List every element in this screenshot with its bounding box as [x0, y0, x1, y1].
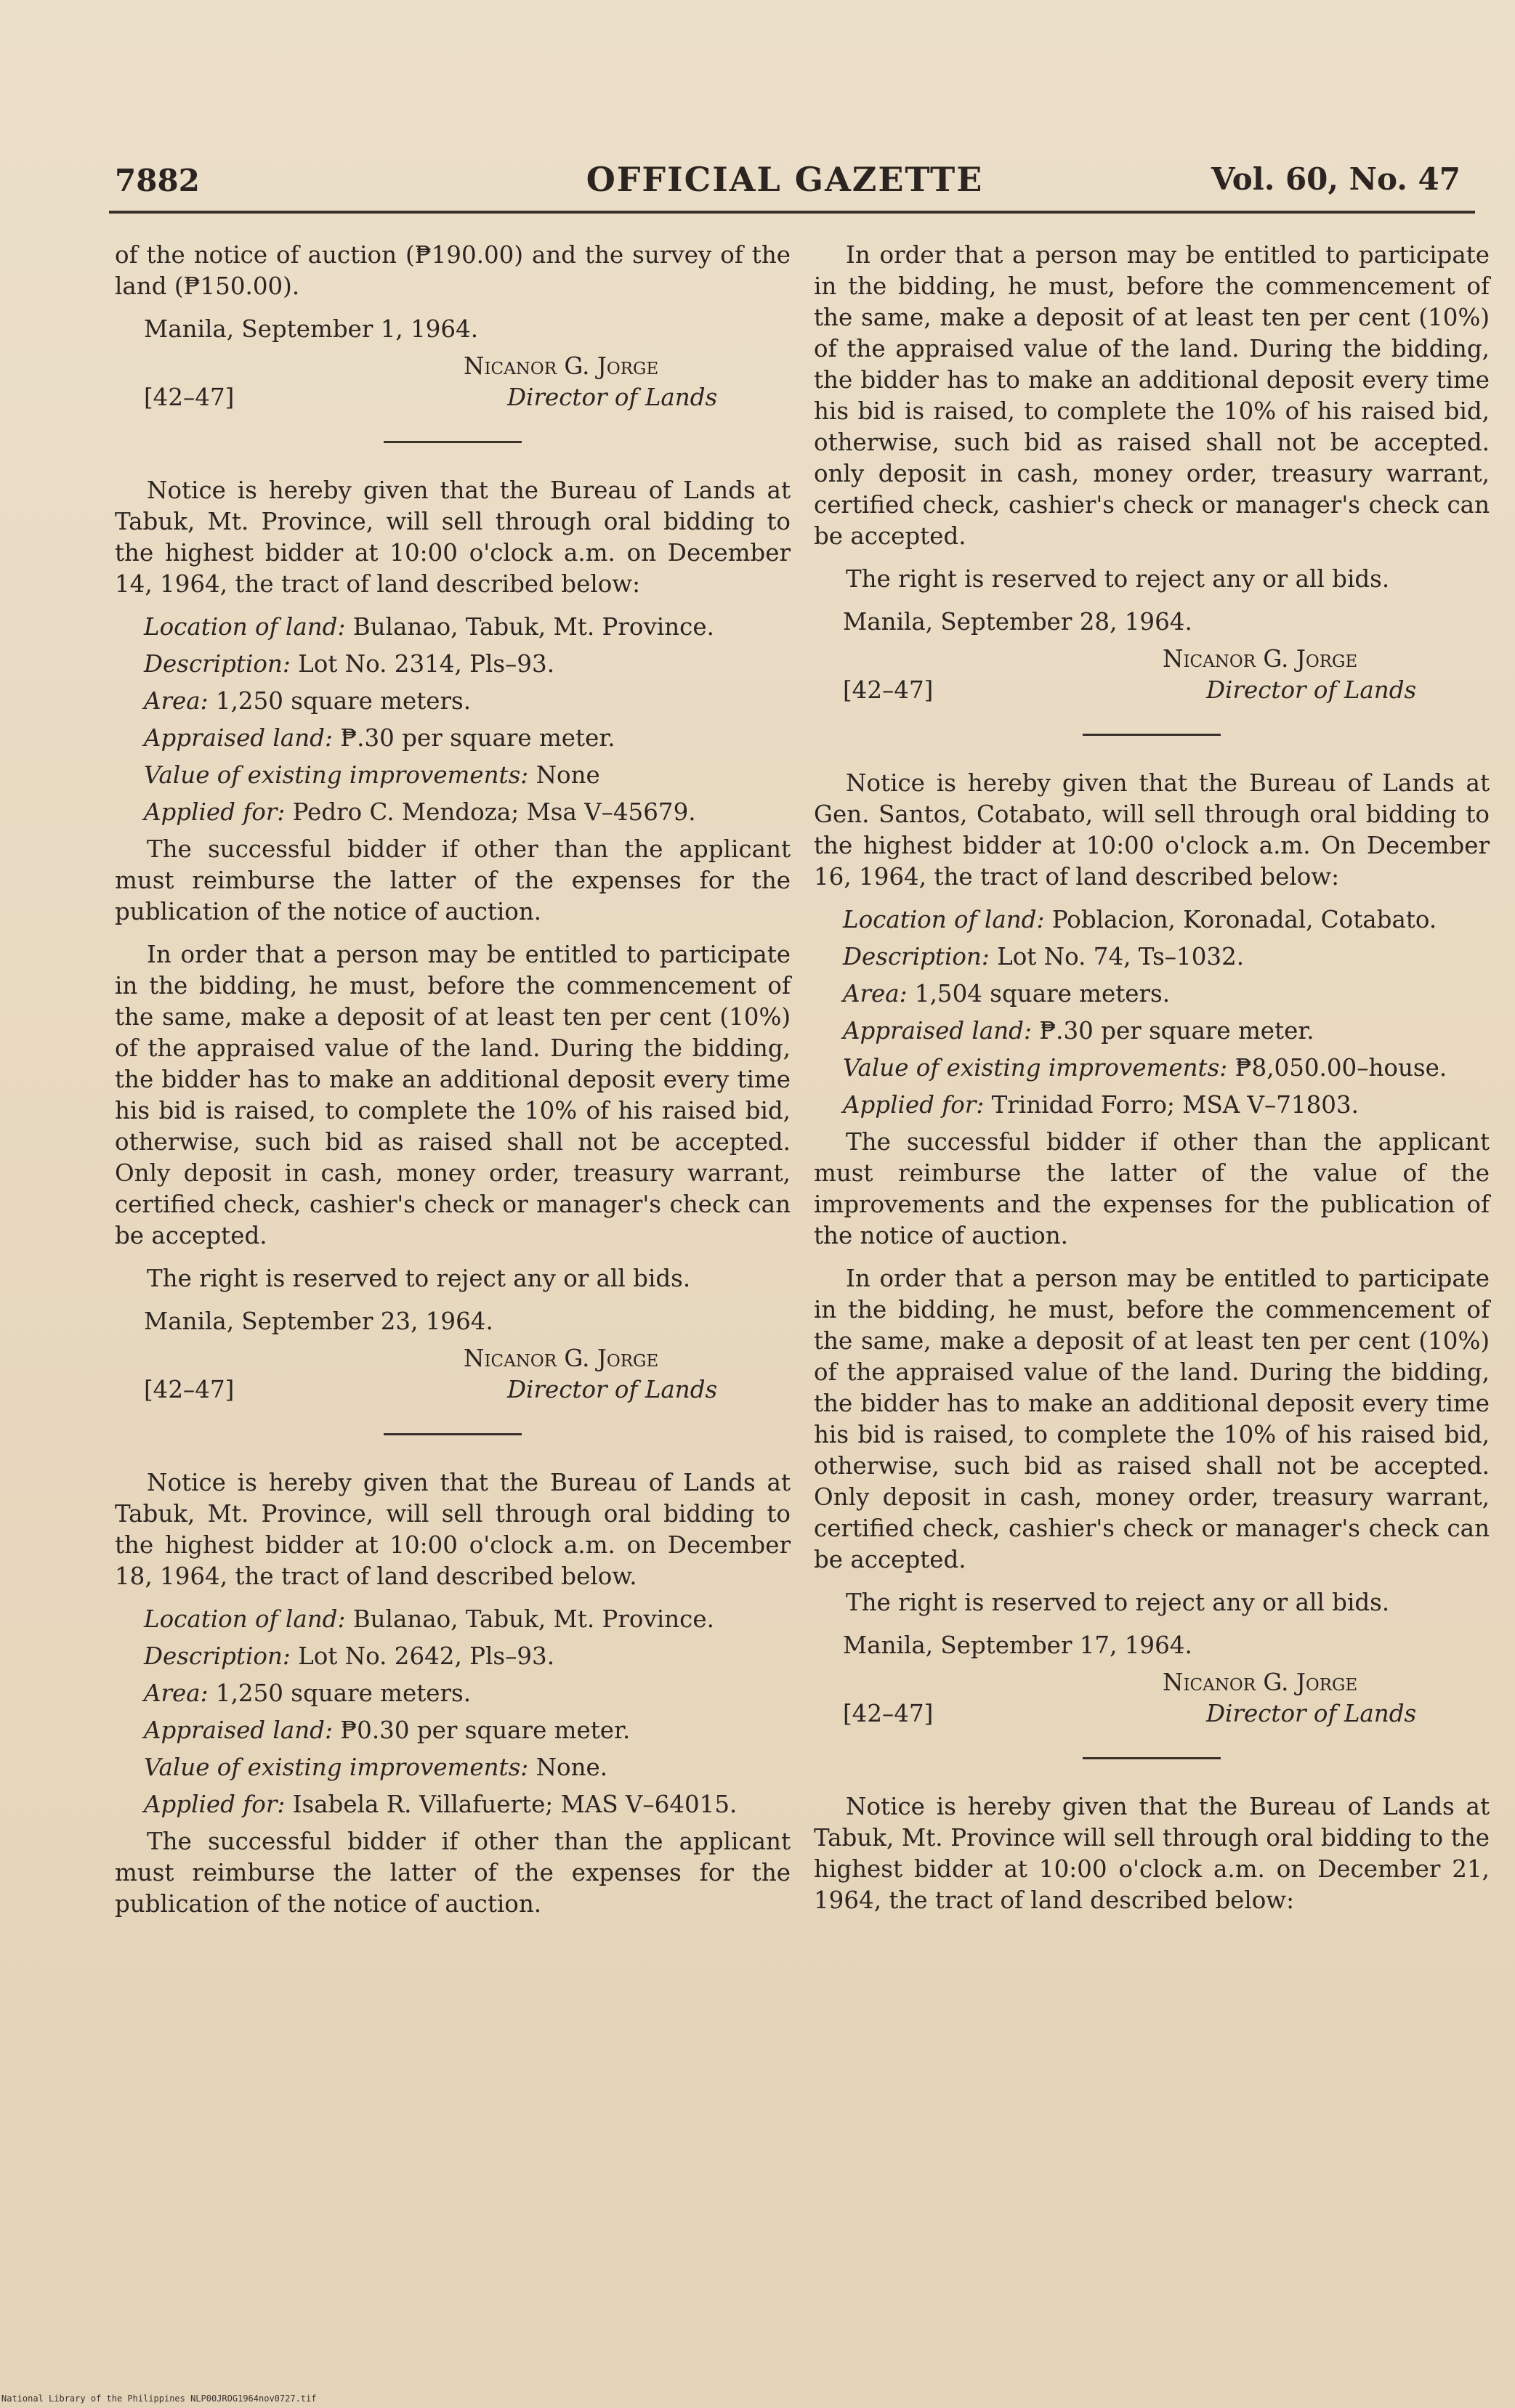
signatory-name: Nicanor G. Jorge: [464, 352, 659, 380]
reimburse-paragraph: The successful bidder if other than the applicant must reimburse the latter of the expenses for the publication of the notice of auction.: [115, 835, 791, 925]
notice-reference: [42–47]: [843, 676, 934, 704]
field-label: Area:: [843, 980, 908, 1008]
field-label: Description:: [144, 650, 291, 678]
reject-paragraph: The right is reserved to reject any or all bids.: [147, 1265, 691, 1292]
field-value: Poblacion, Koronadal, Cotabato.: [1044, 906, 1437, 933]
field-improvements: [144, 760, 791, 791]
signature-block: [814, 644, 1490, 709]
field-value: Lot No. 2314, Pls–93.: [290, 650, 555, 678]
deposit-paragraph: In order that a person may be entitled to participate in the bidding, he must, before the commencement of the same, make a deposit of at least ten per cent (10%) of the appraised value of the land. During the bidding, the bidder has to make an additional deposit every time his bid is raised, to complete the 10% of his raised bid, otherwise, such bid as raised shall not be accepted. Only deposit in cash, money order, treasury warrant, certified check, cashier's check or manager's check can be accepted.: [115, 941, 791, 1249]
field-label: Location of land:: [144, 613, 346, 641]
reimburse-paragraph: The successful bidder if other than the applicant must reimburse the latter of the expenses for the publication of the notice of auction.: [115, 1828, 791, 1918]
notice-reference: [42–47]: [144, 384, 235, 411]
notice-intro: Notice is hereby given that the Bureau of Lands at Gen. Santos, Cotabato, will sell through oral bidding to the highest bidder at 10:00 o'clock a.m. On December 16, 1964, the tract of land described below:: [814, 769, 1490, 891]
signatory-name: Nicanor G. Jorge: [1163, 645, 1358, 673]
field-label: Value of existing improvements:: [144, 761, 529, 789]
field-label: Location of land:: [843, 906, 1045, 933]
field-improvements: [843, 1053, 1490, 1084]
deposit-paragraph: In order that a person may be entitled to participate in the bidding, he must, before the commencement of the same, make a deposit of at least ten per cent (10%) of the appraised value of the land. During the bidding, the bidder has to make an additional deposit every time his bid is raised, to complete the 10% of his raised bid, otherwise, such bid as raised shall not be accepted. only deposit in cash, money order, treasury warrant, certified check, cashier's check or manager's check can be accepted.: [814, 241, 1490, 550]
field-value: 1,504 square meters.: [907, 980, 1171, 1008]
field-label: Applied for:: [144, 1791, 286, 1818]
notice-reference: [42–47]: [144, 1376, 235, 1403]
notice-date: Manila, September 17, 1964.: [843, 1631, 1192, 1659]
notice-intro: Notice is hereby given that the Bureau of Lands at Tabuk, Mt. Province, will sell through oral bidding to the highest bidder at 10:00 o'clock a.m. on December 18, 1964, the tract of land described below.: [115, 1469, 791, 1590]
field-applicant: [144, 1789, 791, 1820]
notice-reference: [42–47]: [843, 1700, 934, 1727]
field-value: None.: [528, 1754, 608, 1781]
signatory-role: Director of Lands: [1206, 1700, 1417, 1727]
field-applicant: [144, 797, 791, 828]
field-area: [144, 686, 791, 717]
right-column: [814, 240, 1490, 1928]
field-appraised: [144, 723, 791, 754]
page-header: [109, 158, 1461, 202]
signatory-role: Director of Lands: [507, 384, 718, 411]
signatory-role: Director of Lands: [507, 1376, 718, 1403]
notice-date: Manila, September 1, 1964.: [144, 315, 479, 343]
signature-block: [115, 351, 791, 416]
field-value: Lot No. 2642, Pls–93.: [290, 1642, 555, 1670]
field-description: [144, 649, 791, 680]
deposit-paragraph: In order that a person may be entitled to participate in the bidding, he must, before the commencement of the same, make a deposit of at least ten per cent (10%) of the appraised value of the land. During the bidding, the bidder has to make an additional deposit every time his bid is raised, to complete the 10% of his raised bid, otherwise, such bid as raised shall not be accepted. Only deposit in cash, money order, treasury warrant, certified check, cashier's check or manager's check can be accepted.: [814, 1265, 1490, 1573]
field-applicant: [843, 1090, 1490, 1121]
field-description: [843, 941, 1490, 973]
publication-title: OFFICIAL GAZETTE: [586, 160, 984, 199]
section-separator: [1083, 1757, 1221, 1759]
notice-intro: Notice is hereby given that the Bureau of Lands at Tabuk, Mt. Province, will sell through oral bidding to the highest bidder at 10:00 o'clock a.m. on December 14, 1964, the tract of land described below:: [115, 477, 791, 598]
signature-block: [814, 1667, 1490, 1732]
field-label: Area:: [144, 687, 209, 715]
field-label: Appraised land:: [144, 724, 333, 752]
field-value: Isabela R. Villafuerte; MAS V–64015.: [285, 1791, 738, 1818]
field-label: Location of land:: [144, 1605, 346, 1633]
field-improvements: [144, 1752, 791, 1783]
reject-paragraph: The right is reserved to reject any or all bids.: [846, 565, 1390, 593]
field-label: Area:: [144, 1679, 209, 1707]
field-description: [144, 1641, 791, 1672]
field-area: [843, 978, 1490, 1010]
scan-footer: National Library of the Philippines NLP00JROG1964nov0727.tif: [1, 2393, 317, 2404]
field-value: Trinidad Forro; MSA V–71803.: [984, 1091, 1359, 1119]
field-label: Appraised land:: [843, 1017, 1032, 1045]
signature-block: [115, 1343, 791, 1408]
field-appraised: [843, 1016, 1490, 1047]
notice-date: Manila, September 23, 1964.: [144, 1308, 493, 1335]
field-value: ₱.30 per square meter.: [1031, 1017, 1314, 1045]
field-label: Value of existing improvements:: [843, 1054, 1228, 1082]
section-separator: [384, 441, 522, 443]
reject-paragraph: The right is reserved to reject any or all bids.: [846, 1589, 1390, 1616]
field-value: ₱.30 per square meter.: [332, 724, 615, 752]
reimburse-paragraph: The successful bidder if other than the applicant must reimburse the latter of the value of the improvements and the expenses for the publication of the notice of auction.: [814, 1128, 1490, 1249]
signatory-role: Director of Lands: [1206, 676, 1417, 704]
field-location: [144, 612, 791, 643]
section-separator: [384, 1433, 522, 1435]
header-rule: [109, 211, 1475, 214]
field-area: [144, 1678, 791, 1709]
continued-paragraph: of the notice of auction (₱190.00) and the survey of the land (₱150.00).: [115, 241, 791, 300]
field-value: Bulanao, Tabuk, Mt. Province.: [345, 1605, 714, 1633]
signatory-name: Nicanor G. Jorge: [1163, 1669, 1358, 1696]
notice-intro: Notice is hereby given that the Bureau of Lands at Tabuk, Mt. Province will sell through oral bidding to the highest bidder at 10:00 o'clock a.m. on December 21, 1964, the tract of land described below:: [814, 1793, 1490, 1914]
field-label: Description:: [843, 943, 990, 970]
section-separator: [1083, 734, 1221, 736]
volume-number: Vol. 60, No. 47: [1211, 161, 1461, 197]
field-value: 1,250 square meters.: [208, 687, 472, 715]
field-label: Description:: [144, 1642, 291, 1670]
field-value: Bulanao, Tabuk, Mt. Province.: [345, 613, 714, 641]
field-value: Pedro C. Mendoza; Msa V–45679.: [285, 798, 696, 826]
field-value: ₱8,050.00–house.: [1227, 1054, 1447, 1082]
field-label: Value of existing improvements:: [144, 1754, 529, 1781]
field-label: Applied for:: [843, 1091, 985, 1119]
field-location: [144, 1604, 791, 1635]
field-label: Applied for:: [144, 798, 286, 826]
page-number: 7882: [115, 163, 200, 198]
left-column: [115, 240, 791, 1931]
field-value: ₱0.30 per square meter.: [332, 1716, 631, 1744]
notice-date: Manila, September 28, 1964.: [843, 608, 1192, 636]
field-value: 1,250 square meters.: [208, 1679, 472, 1707]
signatory-name: Nicanor G. Jorge: [464, 1345, 659, 1372]
field-location: [843, 904, 1490, 936]
field-appraised: [144, 1715, 791, 1746]
field-value: None: [528, 761, 600, 789]
field-label: Appraised land:: [144, 1716, 333, 1744]
field-value: Lot No. 74, Ts–1032.: [989, 943, 1245, 970]
